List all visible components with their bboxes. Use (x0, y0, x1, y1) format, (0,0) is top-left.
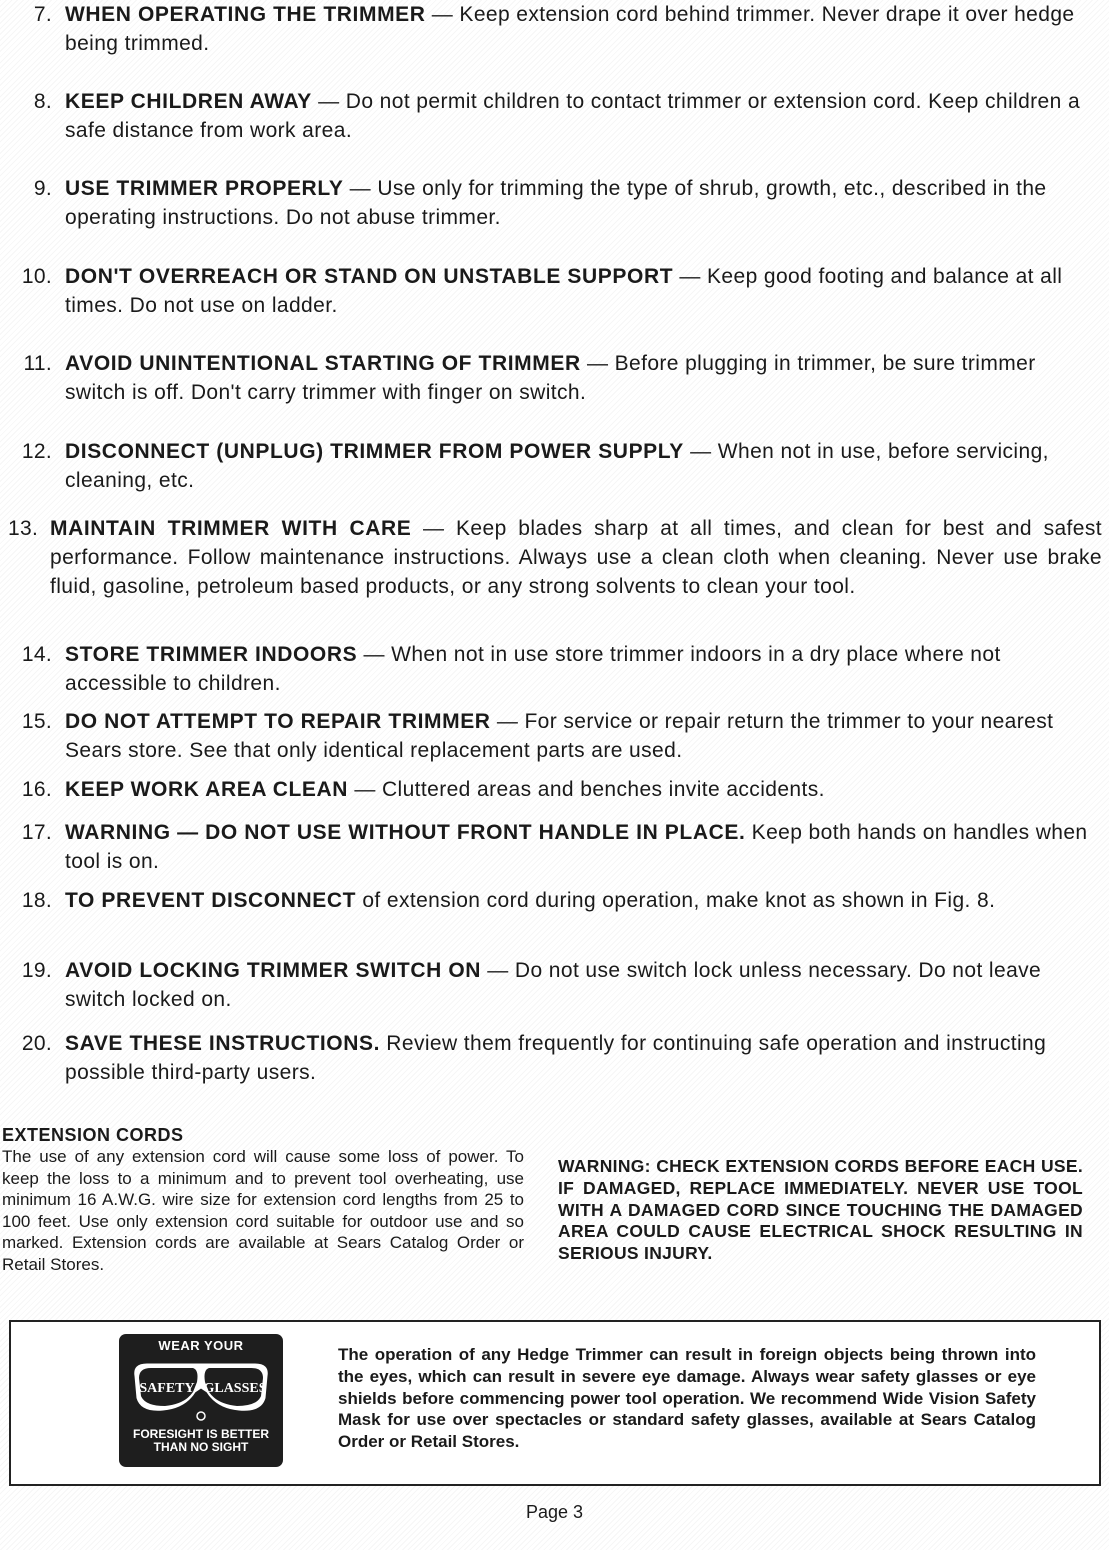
badge-top-text: WEAR YOUR (158, 1338, 244, 1353)
safety-glasses-badge (119, 1334, 283, 1467)
rule-title: WHEN OPERATING THE TRIMMER (65, 3, 426, 26)
rule-title: KEEP CHILDREN AWAY (65, 90, 312, 113)
rule-number: 20. (21, 1032, 52, 1055)
rule-title: DISCONNECT (UNPLUG) TRIMMER FROM POWER SUPPLY (65, 440, 684, 463)
safety-glasses-notice (9, 1320, 1101, 1486)
rule-text: When not in use, before servicing, cleaning, etc. (65, 440, 1049, 492)
rule-separator: — (673, 265, 708, 288)
badge-bottom-text (119, 1428, 283, 1454)
rule-number: 9. (33, 177, 52, 200)
page-number: Page 3 (525, 1502, 584, 1522)
rule-11 (8, 349, 1102, 407)
badge-lens-left: SAFETY (139, 1381, 195, 1396)
rule-title: WARNING — DO NOT USE WITHOUT FRONT HANDLE IN PLACE. (65, 821, 746, 844)
rule-text: Do not permit children to contact trimmer or extension cord. Keep children a safe distance from work area. (65, 90, 1081, 142)
rule-text: Cluttered areas and benches invite accidents. (381, 778, 825, 801)
rule-number: 11. (23, 352, 52, 375)
rule-text: Keep both hands on handles when tool is on. (65, 821, 1088, 873)
rule-text: Review them frequently for continuing safe operation and instructing possible third-party users. (65, 1032, 1047, 1084)
rule-text: Before plugging in trimmer, be sure trimmer switch is off. Don't carry trimmer with finger on switch. (65, 352, 1036, 404)
safety-message: The operation of any Hedge Trimmer can result in foreign objects being thrown into the eyes, which can result in severe eye damage. Always wear safety glasses or eye shields before commencing power tool operation. We recommend Wide Vision Safety Mask for use over spectacles or standard safety glasses, available at Sears Catalog Order or Retail Stores. (338, 1345, 1036, 1452)
safety-glasses-icon (127, 1354, 275, 1426)
rule-text: Do not use switch lock unless necessary. Do not leave switch locked on. (65, 959, 1042, 1011)
rule-title: MAINTAIN TRIMMER WITH CARE (50, 517, 412, 540)
rule-title: AVOID LOCKING TRIMMER SWITCH ON (65, 959, 482, 982)
rule-16 (8, 775, 1102, 804)
rule-20 (8, 1029, 1102, 1087)
rule-17 (8, 818, 1102, 876)
rule-13 (8, 514, 1102, 601)
extension-cords-heading: EXTENSION CORDS (2, 1125, 184, 1145)
rule-separator: — (481, 959, 515, 982)
rule-title: USE TRIMMER PROPERLY (65, 177, 344, 200)
rule-14 (8, 640, 1102, 698)
rule-title: STORE TRIMMER INDOORS (65, 643, 358, 666)
rule-19 (8, 956, 1102, 1014)
rule-separator: — (490, 710, 525, 733)
rule-12 (8, 437, 1102, 495)
rule-7 (8, 0, 1102, 58)
rule-separator: — (357, 643, 392, 666)
rule-title: AVOID UNINTENTIONAL STARTING OF TRIMMER (65, 352, 581, 375)
rule-number: 8. (33, 90, 52, 113)
rule-15 (8, 707, 1102, 765)
rule-text: Keep good footing and balance at all times. Do not use on ladder. (65, 265, 1063, 317)
extension-cords-section (2, 1124, 524, 1275)
rule-title: SAVE THESE INSTRUCTIONS. (65, 1032, 381, 1055)
rule-text: Use only for trimming the type of shrub, growth, etc., described in the operating instructions. Do not abuse trimmer. (65, 177, 1047, 229)
rule-separator: — (425, 3, 460, 26)
rule-number: 13. (8, 517, 39, 540)
rule-number: 18. (21, 889, 52, 912)
rule-title: DO NOT ATTEMPT TO REPAIR TRIMMER (65, 710, 491, 733)
rule-9 (8, 174, 1102, 232)
rule-title: DON'T OVERREACH OR STAND ON UNSTABLE SUPPORT (65, 265, 674, 288)
rule-8 (8, 87, 1102, 145)
rule-number: 12. (21, 440, 52, 463)
rule-text: Keep blades sharp at all times, and clean for best and safest performance. Follow maintenance instructions. Always use a clean cloth when cleaning. Never use brake fluid, gasoline, petroleum based products, or any strong solvents to clean your tool. (50, 517, 1102, 598)
rule-number: 14. (21, 643, 52, 666)
rule-separator: — (411, 517, 456, 540)
rule-title: KEEP WORK AREA CLEAN (65, 778, 349, 801)
badge-slogan-line-2: THAN NO SIGHT (153, 1440, 249, 1454)
rule-separator: — (343, 177, 378, 200)
rule-separator: — (348, 778, 382, 801)
rule-number: 7. (33, 3, 52, 26)
rule-text: When not in use store trimmer indoors in a dry place where not accessible to children. (65, 643, 1001, 695)
extension-cord-warning: WARNING: CHECK EXTENSION CORDS BEFORE EACH USE. IF DAMAGED, REPLACE IMMEDIATELY. NEVER USE TOOL WITH A DAMAGED CORD SINCE TOUCHING THE DAMAGED AREA COULD CAUSE ELECTRICAL SHOCK RESULTING IN SERIOUS INJURY. (558, 1156, 1083, 1264)
rule-separator: — (580, 352, 615, 375)
rule-separator: — (683, 440, 718, 463)
rule-text: Keep extension cord behind trimmer. Never drape it over hedge being trimmed. (65, 3, 1075, 55)
rule-title: TO PREVENT DISCONNECT (65, 889, 357, 912)
rule-number: 16. (21, 778, 52, 801)
rule-18 (8, 886, 1102, 915)
rule-number: 10. (21, 265, 52, 288)
badge-lens-right: GLASSES (203, 1381, 267, 1396)
rule-number: 17. (21, 821, 52, 844)
rule-separator: — (311, 90, 346, 113)
rule-text: For service or repair return the trimmer to your nearest Sears store. See that only identical replacement parts are used. (65, 710, 1054, 762)
rule-text: of extension cord during operation, make knot as shown in Fig. 8. (362, 889, 996, 912)
rule-10 (8, 262, 1102, 320)
rule-number: 15. (21, 710, 52, 733)
badge-slogan-line-1: FORESIGHT IS BETTER (132, 1427, 269, 1441)
extension-cords-body: The use of any extension cord will cause some loss of power. To keep the loss to a minimum and to prevent tool overheating, use minimum 16 A.W.G. wire size for extension cord lengths from 25 to 100 feet. Use only extension cord suitable for outdoor use and so marked. Extension cords are available at Sears Catalog Order or Retail Stores. (2, 1147, 524, 1274)
rule-number: 19. (21, 959, 52, 982)
